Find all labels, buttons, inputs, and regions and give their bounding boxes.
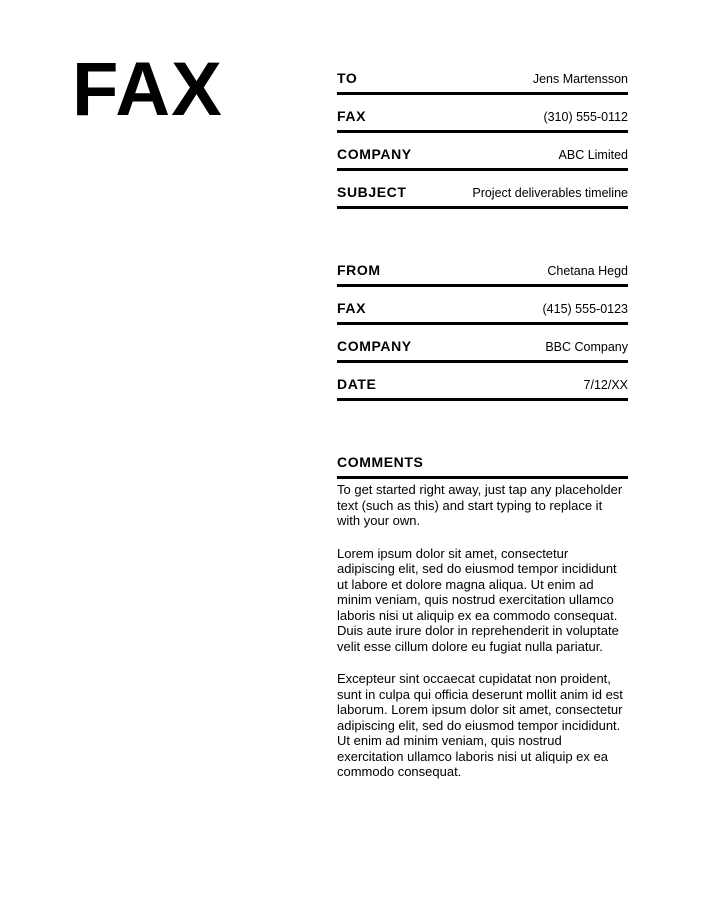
comments-paragraph-lorem-1[interactable]: Lorem ipsum dolor sit amet, consectetur adipiscing elit, sed do eiusmod tempor incididunt ut labore et dolore magna aliqua. Ut enim ad minim veniam, quis nostrud exercitation ullamco laboris nisi ut aliquip ex ea commodo consequat. Duis aute irure dolor in reprehenderit in voluptate velit esse cillum dolore eu fugiat nulla pariatur.	[337, 545, 619, 654]
sender-fax-value[interactable]: (415) 555-0123	[542, 302, 628, 316]
comments-section	[337, 454, 628, 780]
comments-label: COMMENTS	[337, 454, 424, 470]
field-row-recipient-fax	[337, 108, 628, 133]
to-value[interactable]: Jens Martensson	[532, 72, 628, 86]
recipient-fax-label: FAX	[337, 108, 367, 124]
subject-label: SUBJECT	[337, 184, 407, 200]
recipient-company-value[interactable]: ABC Limited	[558, 148, 628, 162]
to-label: TO	[337, 70, 358, 86]
field-row-recipient-company	[337, 146, 628, 171]
recipient-section	[337, 70, 628, 209]
comments-body	[337, 479, 628, 780]
sender-section	[337, 262, 628, 401]
subject-value[interactable]: Project deliverables timeline	[472, 186, 628, 200]
field-row-from	[337, 262, 628, 287]
field-row-to	[337, 70, 628, 95]
field-row-sender-fax	[337, 300, 628, 325]
from-value[interactable]: Chetana Hegd	[547, 264, 628, 278]
sender-company-label: COMPANY	[337, 338, 412, 354]
fax-form-column	[337, 70, 628, 797]
comments-header	[337, 454, 628, 479]
sender-fax-label: FAX	[337, 300, 367, 316]
recipient-fax-value[interactable]: (310) 555-0112	[543, 110, 628, 124]
field-row-sender-company	[337, 338, 628, 363]
recipient-company-label: COMPANY	[337, 146, 412, 162]
field-row-date	[337, 376, 628, 401]
comments-paragraph-lorem-2[interactable]: Excepteur sint occaecat cupidatat non proident, sunt in culpa qui officia deserunt mollit anim id est laborum. Lorem ipsum dolor sit amet, consectetur adipiscing elit, sed do eiusmod tempor incididunt. Ut enim ad minim veniam, quis nostrud exercitation ullamco laboris nisi ut aliquip ex ea commodo consequat.	[337, 671, 623, 779]
date-label: DATE	[337, 376, 377, 392]
from-label: FROM	[337, 262, 381, 278]
comments-paragraph-placeholder[interactable]: To get started right away, just tap any placeholder text (such as this) and start typing to replace it with your own.	[337, 482, 623, 528]
sender-company-value[interactable]: BBC Company	[545, 340, 628, 354]
fax-title: FAX	[72, 47, 223, 132]
field-row-subject	[337, 184, 628, 209]
date-value[interactable]: 7/12/XX	[583, 378, 628, 392]
